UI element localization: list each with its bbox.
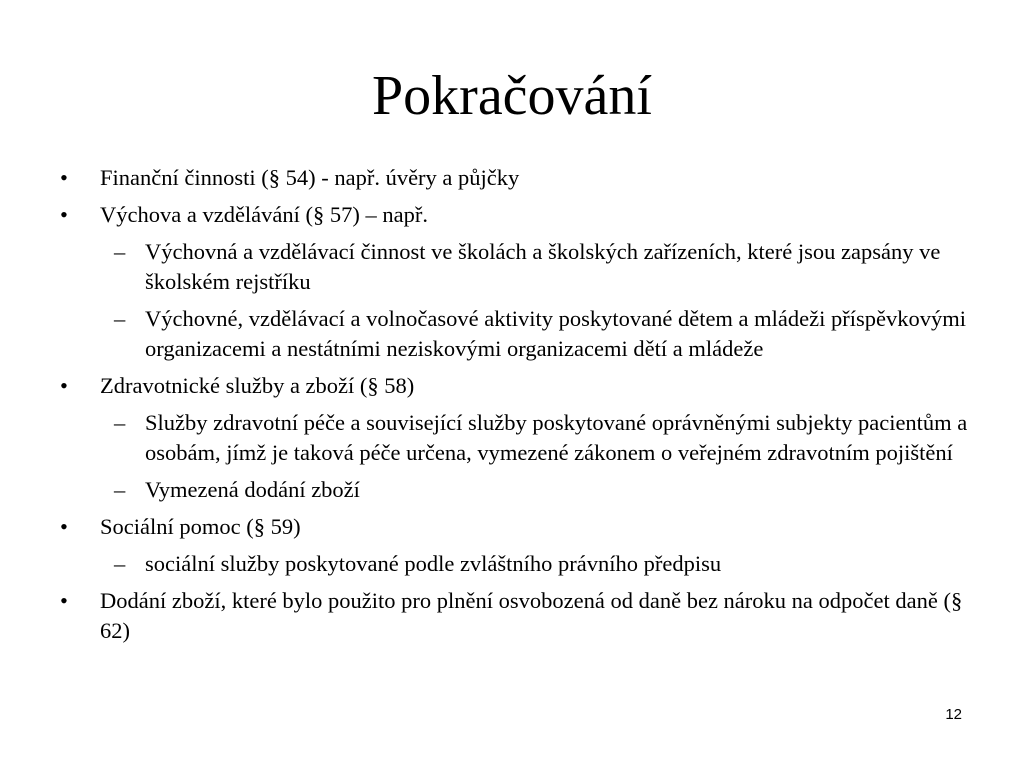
bullet-list (58, 163, 978, 653)
list-item-text: Služby zdravotní péče a související služby poskytované oprávněnými subjekty pacientům a osobám, jímž je taková péče určena, vymezené zákonem o veřejném zdravotním pojištění (145, 410, 968, 465)
dash-marker: – (114, 239, 126, 264)
list-item-text: Finanční činnosti (§ 54) - např. úvěry a půjčky (100, 165, 520, 190)
list-subitem (58, 408, 978, 468)
page-number: 12 (945, 706, 962, 723)
dash-marker: – (114, 477, 126, 502)
list-item (58, 200, 978, 230)
list-subitem (58, 304, 978, 364)
list-item-text: Výchovná a vzdělávací činnost ve školách a školských zařízeních, které jsou zapsány ve školském rejstříku (145, 239, 941, 294)
list-item-text: Výchovné, vzdělávací a volnočasové aktivity poskytované dětem a mládeži příspěvkovými organizacemi a nestátními neziskovými organizacemi dětí a mládeže (145, 306, 966, 361)
list-item-text: Sociální pomoc (§ 59) (100, 514, 301, 539)
list-item (58, 163, 978, 193)
list-item (58, 371, 978, 401)
list-item-text: sociální služby poskytované podle zvláštního právního předpisu (145, 551, 722, 576)
bullet-marker: • (60, 373, 68, 398)
dash-marker: – (114, 410, 126, 435)
bullet-marker: • (60, 588, 68, 613)
list-item-text: Vymezená dodání zboží (145, 477, 360, 502)
bullet-marker: • (60, 514, 68, 539)
list-subitem (58, 475, 978, 505)
list-item-text: Zdravotnické služby a zboží (§ 58) (100, 373, 415, 398)
dash-marker: – (114, 551, 126, 576)
list-subitem (58, 549, 978, 579)
list-item-text: Dodání zboží, které bylo použito pro plnění osvobozená od daně bez nároku na odpočet daně (§ 62) (100, 588, 963, 643)
bullet-marker: • (60, 202, 68, 227)
bullet-marker: • (60, 165, 68, 190)
list-item-text: Výchova a vzdělávání (§ 57) – např. (100, 202, 428, 227)
list-item (58, 512, 978, 542)
slide-title: Pokračování (372, 65, 652, 127)
dash-marker: – (114, 306, 126, 331)
list-item (58, 586, 978, 646)
list-subitem (58, 237, 978, 297)
